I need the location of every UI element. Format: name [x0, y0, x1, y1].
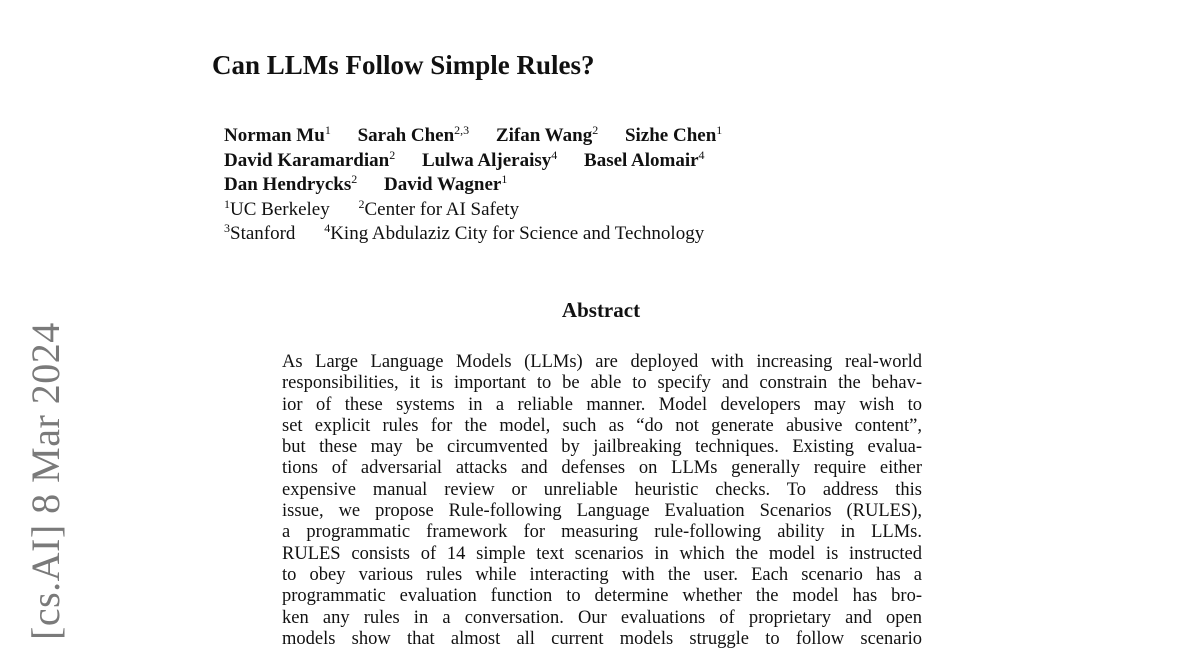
author: [224, 174, 357, 195]
abstract-line: to obey various rules while interacting with the user. Each scenario has a: [282, 564, 922, 585]
affiliation-name: King Abdulaziz City for Science and Technology: [330, 223, 705, 244]
affiliation: [224, 223, 295, 244]
author-name: Norman Mu: [224, 125, 325, 146]
abstract-line: ken any rules in a conversation. Our evaluations of proprietary and open: [282, 607, 922, 628]
author-affiliation-mark: 1: [501, 172, 508, 186]
author-affiliation-mark: 4: [698, 147, 705, 162]
author: [496, 125, 598, 146]
author-name: David Karamardian: [224, 149, 390, 171]
affiliation-line: [224, 198, 722, 223]
author: [584, 147, 705, 171]
author-name: Lulwa Aljeraisy: [421, 149, 552, 171]
author-affiliation-mark: 2,3: [454, 123, 470, 137]
author-affiliation-mark: 1: [716, 123, 723, 137]
affiliation: [224, 196, 330, 220]
paper-title: Can LLMs Follow Simple Rules?: [212, 50, 595, 80]
abstract-line: models show that almost all current models struggle to follow scenario: [282, 628, 922, 649]
abstract-line: a programmatic framework for measuring rule-following ability in LLMs.: [282, 522, 922, 543]
author-affiliation-mark: 4: [551, 147, 558, 162]
author-affiliation-mark: 2: [351, 172, 358, 186]
author-name: Basel Alomair: [584, 149, 699, 171]
abstract-line: tions of adversarial attacks and defenses on LLMs generally require either: [282, 458, 922, 479]
author: [224, 125, 331, 146]
abstract-line: issue, we propose Rule-following Language Evaluation Scenarios (RULES),: [282, 501, 922, 522]
author-affiliation-mark: 2: [592, 123, 599, 137]
affiliation-mark: 1: [224, 196, 230, 211]
author-name: Zifan Wang: [495, 125, 593, 146]
abstract-heading-text: Abstract: [561, 298, 641, 322]
arxiv-identifier-stamp: [cs.AI] 8 Mar 2024: [23, 322, 68, 640]
author-affiliation-mark: 1: [324, 123, 331, 137]
author-name: Sizhe Chen: [624, 125, 717, 146]
author: [224, 147, 396, 171]
abstract-line: but these may be circumvented by jailbreaking techniques. Existing evalua-: [282, 437, 922, 458]
author: [421, 147, 558, 171]
abstract-line: set explicit rules for the model, such as “do not generate abusive content”,: [282, 415, 922, 436]
affiliation-name: Center for AI Safety: [364, 198, 520, 220]
author-name: David Wagner: [383, 174, 502, 195]
abstract-line: programmatic evaluation function to determine whether the model has bro-: [282, 586, 922, 607]
affiliation: [358, 196, 520, 220]
abstract-body: [282, 352, 922, 650]
author-line: [224, 173, 722, 198]
author-line: [224, 149, 722, 174]
author-name: Dan Hendrycks: [224, 174, 352, 195]
affiliation-mark: 2: [358, 196, 365, 211]
affiliation: [324, 223, 704, 244]
author: [358, 125, 470, 146]
affiliation-mark: 3: [224, 221, 230, 235]
author-affiliation-mark: 2: [389, 147, 396, 162]
author-block: [224, 124, 722, 247]
affiliation-mark: 4: [324, 221, 331, 235]
affiliation-name: UC Berkeley: [230, 198, 330, 220]
author-name: Sarah Chen: [357, 125, 455, 146]
affiliation-name: Stanford: [230, 223, 296, 244]
affiliation-line: [224, 222, 722, 247]
abstract-heading: [0, 298, 1200, 323]
author-line: [224, 124, 722, 149]
abstract-line: ior of these systems in a reliable manner. Model developers may wish to: [282, 394, 922, 415]
author: [625, 125, 722, 146]
abstract-line: expensive manual review or unreliable heuristic checks. To address this: [282, 479, 922, 500]
abstract-line: RULES consists of 14 simple text scenarios in which the model is instructed: [282, 543, 922, 564]
abstract-line: responsibilities, it is important to be able to specify and constrain the behav-: [282, 373, 922, 394]
abstract-line: As Large Language Models (LLMs) are deployed with increasing real-world: [282, 352, 922, 372]
author: [384, 174, 507, 195]
